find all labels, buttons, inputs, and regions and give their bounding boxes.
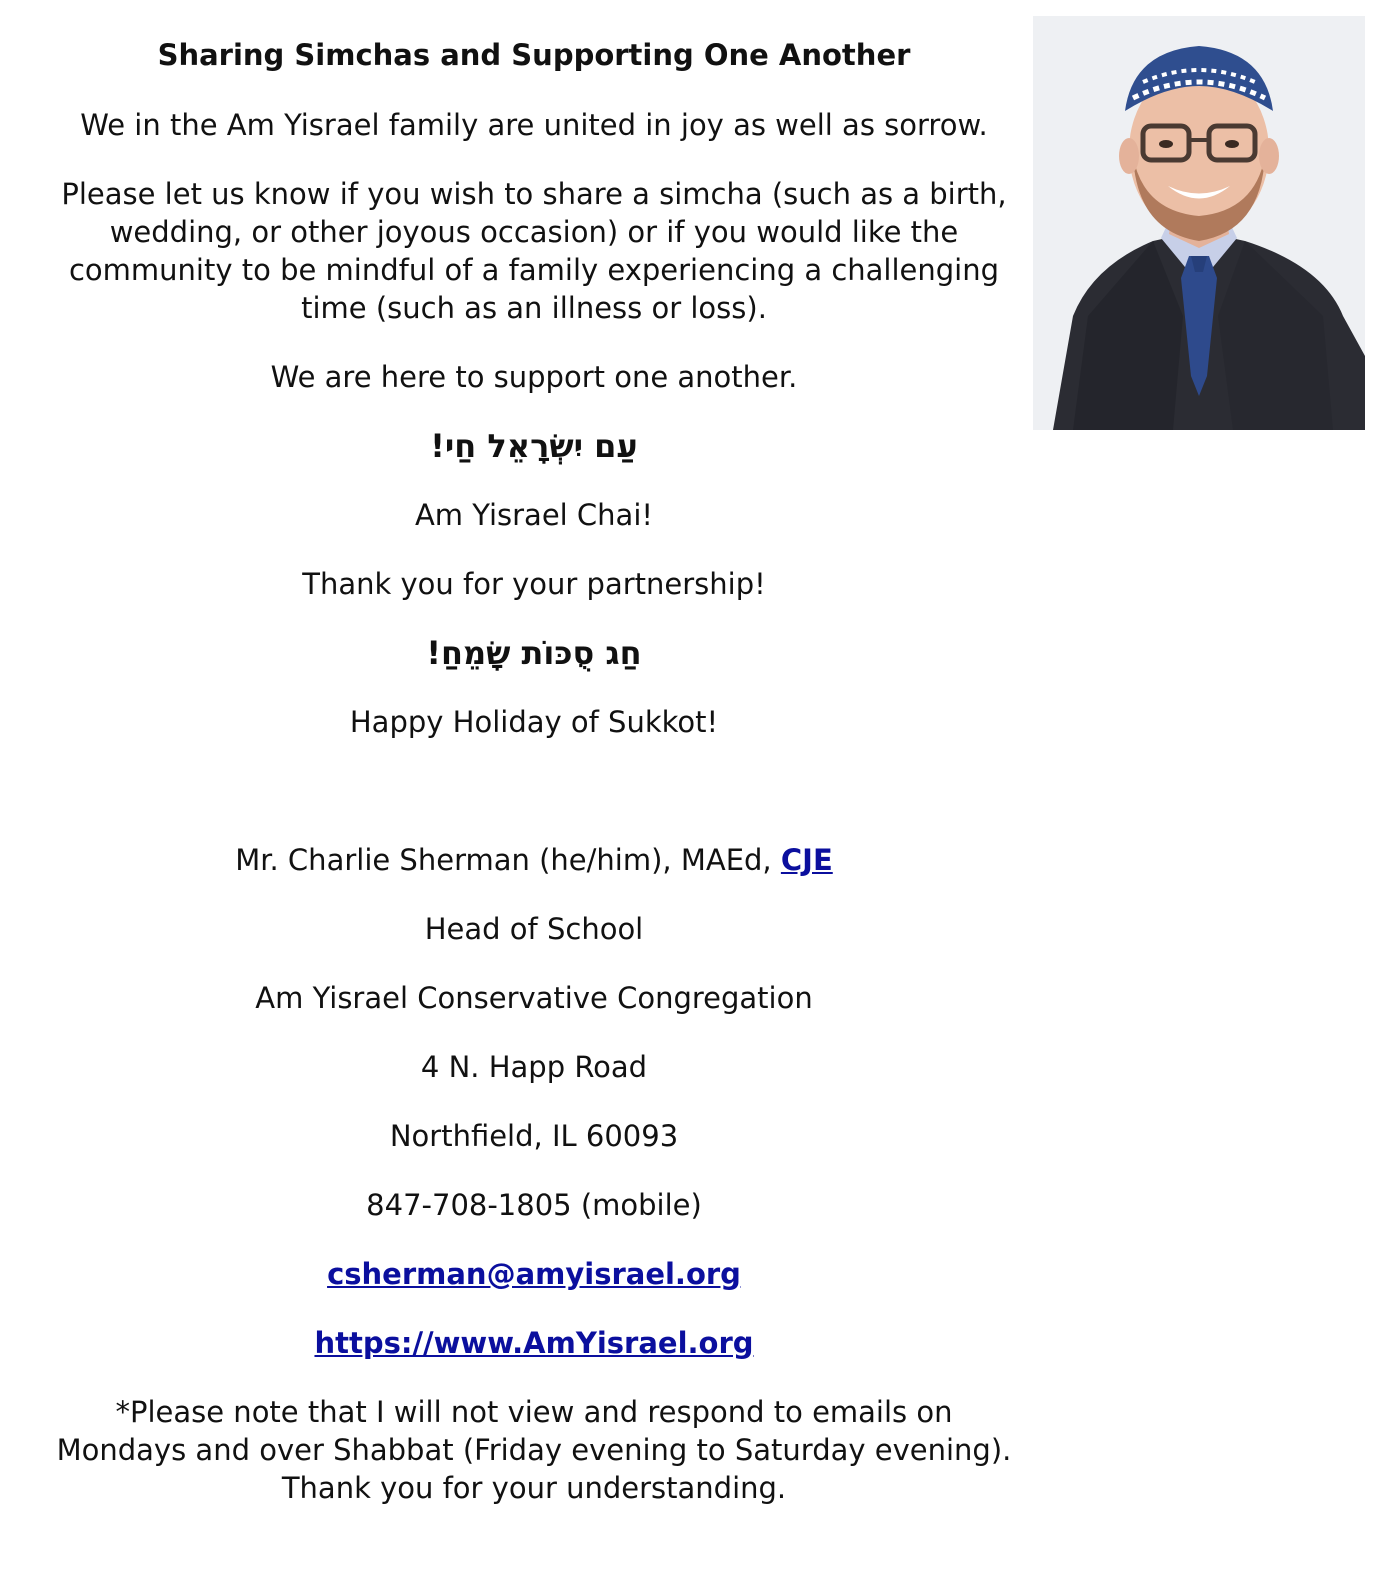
signature-name-line xyxy=(48,841,1020,879)
hebrew-chag-sukkot: חַג סֻכּוֹת שָׂמֵחַ! xyxy=(426,634,642,672)
page-title: Sharing Simchas and Supporting One Another xyxy=(157,38,911,72)
happy-holiday-text: Happy Holiday of Sukkot! xyxy=(349,705,719,739)
hebrew-am-yisrael-chai: עַם יִשְׂרָאֵל חַי! xyxy=(430,427,638,465)
signature-street: 4 N. Happ Road xyxy=(420,1050,648,1084)
cje-credential-link[interactable]: CJE xyxy=(780,843,833,877)
website-link[interactable]: https://www.AmYisrael.org xyxy=(314,1326,754,1360)
support-paragraph: We are here to support one another. xyxy=(270,360,798,394)
headshot-photo xyxy=(1033,16,1365,430)
united-paragraph: We in the Am Yisrael family are united in joy as well as sorrow. xyxy=(80,108,988,142)
availability-note: *Please note that I will not view and respond to emails on Mondays and over Shabbat (Friday evening to Saturday evening). Thank you for your understanding. xyxy=(56,1395,1012,1505)
signature-phone: 847-708-1805 (mobile) xyxy=(366,1188,702,1222)
signature-organization: Am Yisrael Conservative Congregation xyxy=(255,981,813,1015)
signature-spacer xyxy=(48,772,1020,841)
headshot-illustration xyxy=(1033,16,1365,430)
thank-you-text: Thank you for your partnership! xyxy=(302,567,766,601)
signature-website-line xyxy=(48,1324,1020,1362)
signature-email-line xyxy=(48,1255,1020,1293)
signature-name: Mr. Charlie Sherman (he/him), MAEd, xyxy=(235,843,781,877)
email-link[interactable]: csherman@amyisrael.org xyxy=(327,1257,741,1291)
share-simcha-paragraph: Please let us know if you wish to share a simcha (such as a birth, wedding, or other joyous occasion) or if you would like the community to be mindful of a family experiencing a challenging time (such as an illness or loss). xyxy=(61,177,1007,325)
signature-title: Head of School xyxy=(424,912,644,946)
signature-city: Northfield, IL 60093 xyxy=(389,1119,679,1153)
am-yisrael-chai-text: Am Yisrael Chai! xyxy=(414,498,654,532)
message-body xyxy=(48,36,1020,1507)
